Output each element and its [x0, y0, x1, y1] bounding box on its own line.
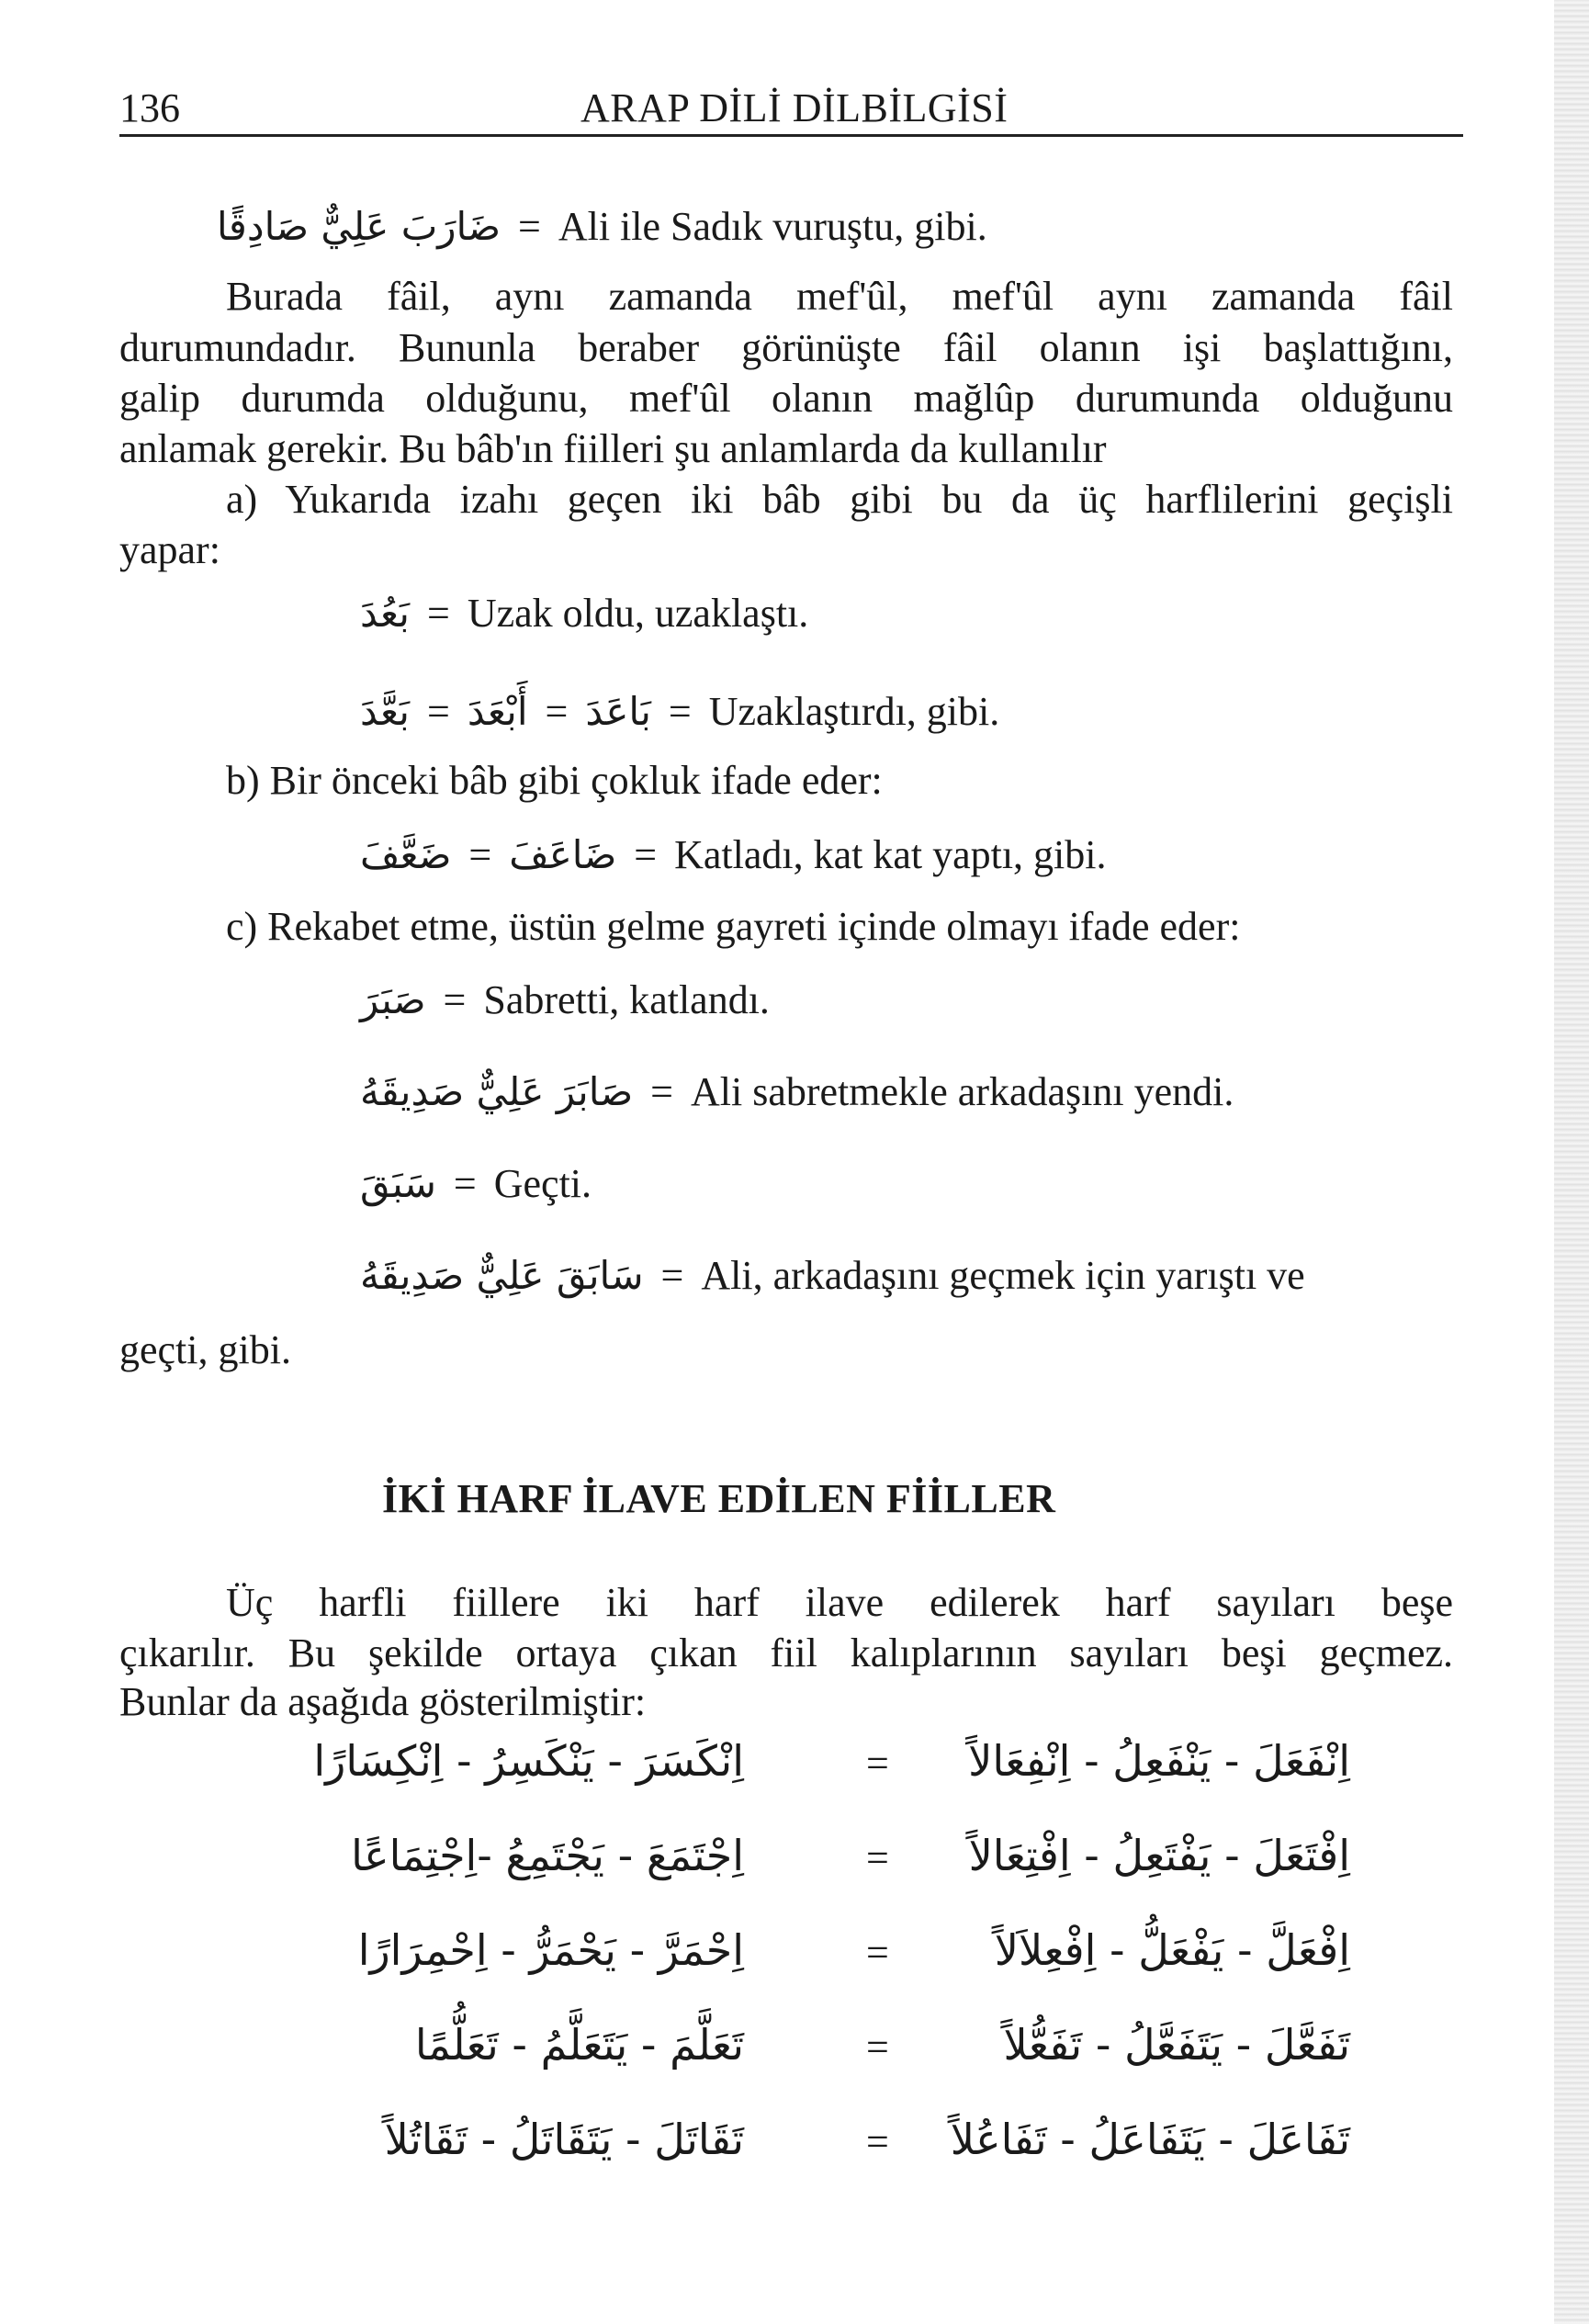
arabic-text: صَابَرَ عَلِيٌّ صَدِيقَهُ: [360, 1069, 634, 1114]
example-verb-forms: تَقَاتَلَ - يَتَقَاتَلُ - تَقَاتُلاً: [384, 2115, 744, 2164]
example-line: [360, 1067, 1234, 1117]
pattern-verb-forms: اِفْتَعَلَ - يَفْتَعِلُ - اِفْتِعَالاً: [968, 1831, 1350, 1880]
page-edge: [1554, 0, 1589, 2324]
arabic-text: سَبَقَ: [360, 1161, 436, 1206]
example-verb-forms: تَعَلَّمَ - يَتَعَلَّمُ - تَعَلُّمًا: [414, 2020, 744, 2070]
pattern-verb-forms: اِنْفَعَلَ - يَنْفَعِلُ - اِنْفِعَالاً: [968, 1736, 1350, 1786]
list-item-c: c) Rekabet etme, üstün gelme gayreti içinde olmayı ifade eder:: [226, 904, 1241, 949]
arabic-text: بَعُدَ: [360, 591, 410, 636]
equals-sign: =: [443, 977, 467, 1022]
equals-sign: =: [866, 1930, 889, 1975]
paragraph-line: Üç harfli fiillere iki harf ilave edilerek harf sayıları beşe: [226, 1580, 1453, 1625]
page-number: 136: [119, 85, 180, 130]
equals-sign: =: [453, 1161, 477, 1206]
example-continuation: geçti, gibi.: [119, 1327, 291, 1372]
table-row: [239, 2020, 1350, 2115]
pattern-verb-forms: تَفَعَّلَ - يَتَفَعَّلُ - تَفَعُّلاً: [1003, 2020, 1350, 2070]
translation: Geçti.: [493, 1161, 592, 1206]
equals-sign: =: [668, 689, 692, 734]
translation: Uzaklaştırdı, gibi.: [708, 689, 1000, 734]
equals-sign: =: [427, 689, 450, 734]
arabic-text: بَعَّدَ: [360, 689, 410, 734]
list-item-a-cont: yapar:: [119, 527, 220, 572]
translation: Sabretti, katlandı.: [483, 977, 770, 1022]
example-line: [360, 1251, 1305, 1301]
example-line: [360, 589, 808, 638]
equals-sign: =: [545, 689, 569, 734]
equals-sign: =: [660, 1253, 684, 1298]
equals-sign: =: [866, 2119, 889, 2164]
example-verb-forms: اِجْتَمَعَ - يَجْتَمِعُ -اِجْتِمَاعًا: [351, 1831, 744, 1880]
arabic-text: سَابَقَ عَلِيٌّ صَدِيقَهُ: [360, 1253, 644, 1298]
equals-sign: =: [866, 2025, 889, 2070]
example-line: [360, 976, 770, 1025]
example-line: [360, 830, 1107, 880]
equals-sign: =: [866, 1741, 889, 1786]
equals-sign: =: [866, 1835, 889, 1880]
translation: Katladı, kat kat yaptı, gibi.: [674, 832, 1107, 877]
table-row: [239, 1831, 1350, 1925]
paragraph-line: galip durumda olduğunu, mef'ûl olanın mağlûp durumunda olduğunu: [119, 376, 1453, 421]
example-line: [217, 202, 987, 252]
arabic-text: ضَعَّفَ: [360, 832, 452, 877]
table-row: [239, 1925, 1350, 2020]
paragraph-line: Burada fâil, aynı zamanda mef'ûl, mef'ûl aynı zamanda fâil: [226, 274, 1453, 319]
running-head: ARAP DİLİ DİLBİLGİSİ: [580, 85, 1009, 130]
equals-sign: =: [468, 832, 492, 877]
section-heading: İKİ HARF İLAVE EDİLEN FİİLLER: [382, 1476, 1056, 1521]
arabic-text: أَبْعَدَ: [467, 689, 528, 734]
example-line: [360, 687, 999, 737]
equals-sign: =: [634, 832, 658, 877]
example-verb-forms: اِحْمَرَّ - يَحْمَرُّ - اِحْمِرَارًا: [357, 1925, 744, 1975]
translation: Ali ile Sadık vuruştu, gibi.: [558, 204, 987, 249]
paragraph-line: Bunlar da aşağıda gösterilmiştir:: [119, 1679, 647, 1724]
arabic-text: صَبَرَ: [360, 977, 426, 1022]
translation: Ali, arkadaşını geçmek için yarıştı ve: [701, 1253, 1305, 1298]
arabic-text: ضَاعَفَ: [509, 832, 617, 877]
paragraph-line: çıkarılır. Bu şekilde ortaya çıkan fiil kalıplarının sayıları beşi geçmez.: [119, 1630, 1453, 1675]
list-item-b: b) Bir önceki bâb gibi çokluk ifade eder:: [226, 758, 883, 803]
translation: Ali sabretmekle arkadaşını yendi.: [691, 1069, 1234, 1114]
equals-sign: =: [427, 591, 450, 636]
example-verb-forms: اِنْكَسَرَ - يَنْكَسِرُ - اِنْكِسَارًا: [313, 1736, 744, 1786]
paragraph-line: durumundadır. Bununla beraber görünüşte fâil olanın işi başlattığını,: [119, 325, 1453, 370]
table-row: [239, 2115, 1350, 2209]
equals-sign: =: [650, 1069, 673, 1114]
equals-sign: =: [518, 204, 541, 249]
arabic-text: بَاعَدَ: [585, 689, 651, 734]
arabic-text: ضَارَبَ عَلِيٌّ صَادِقًا: [217, 204, 501, 249]
example-line: [360, 1159, 592, 1209]
table-row: [239, 1736, 1350, 1831]
verb-pattern-table: [239, 1736, 1350, 2209]
header-rule: [119, 134, 1463, 137]
pattern-verb-forms: تَفَاعَلَ - يَتَفَاعَلُ - تَفَاعُلاً: [950, 2115, 1350, 2164]
pattern-verb-forms: اِفْعَلَّ - يَفْعَلُّ - اِفْعِلاَلاً: [994, 1925, 1350, 1975]
list-item-a: a) Yukarıda izahı geçen iki bâb gibi bu da üç harflilerini geçişli: [226, 477, 1453, 522]
paragraph-line: anlamak gerekir. Bu bâb'ın fiilleri şu anlamlarda da kullanılır: [119, 426, 1107, 471]
translation: Uzak oldu, uzaklaştı.: [467, 591, 809, 636]
